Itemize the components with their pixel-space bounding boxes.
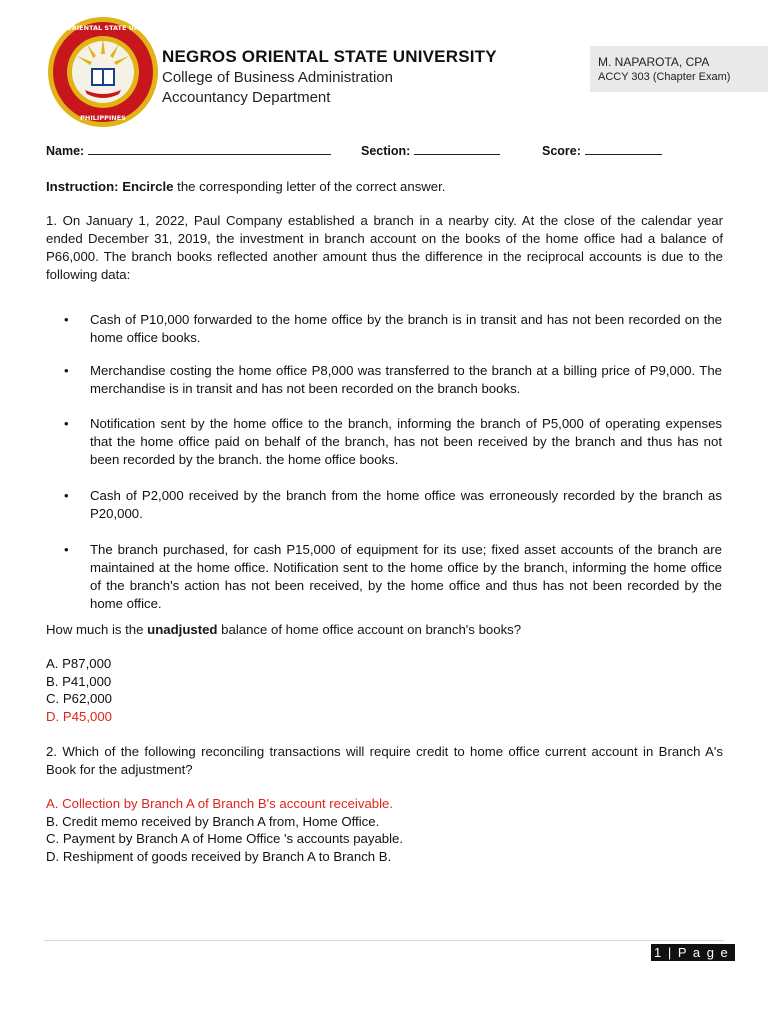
bullet-icon: • [64, 416, 69, 431]
list-item-text: Cash of P2,000 received by the branch from the home office was erroneously recorded by the branch as P20,000. [90, 488, 722, 521]
question-2-text: 2. Which of the following reconciling transactions will require credit to home office current account in Branch A's Book for the adjustment? [46, 744, 723, 777]
question-1-options [46, 655, 723, 725]
university-name: NEGROS ORIENTAL STATE UNIVERSITY [162, 47, 497, 66]
university-seal-logo [33, 16, 173, 128]
answer-option-c[interactable]: C. P62,000 [46, 691, 112, 706]
question-1-text: 1. On January 1, 2022, Paul Company established a branch in a nearby city. At the close of the calendar year ended December 31, 2019, the investment in branch account on the books of the home office had a balance of P66,000. The branch books reflected another amount thus the difference in the reciprocal accounts is due to the following data: [46, 213, 723, 282]
instructor-box [590, 46, 768, 92]
instruction [46, 178, 723, 196]
svg-text:PHILIPPINES: PHILIPPINES [80, 114, 126, 122]
footer-divider [44, 940, 724, 941]
score-blank[interactable] [585, 143, 662, 155]
instruction-text: the corresponding letter of the correct answer. [173, 179, 446, 194]
name-label: Name: [46, 144, 85, 158]
university-header [162, 46, 497, 108]
list-item-text: Merchandise costing the home office P8,000 was transferred to the branch at a billing price of P9,000. The merchandise is in transit and has not been recorded on the branch books. [90, 363, 722, 396]
question-1-prompt [46, 621, 723, 639]
bullet-icon: • [64, 312, 69, 327]
score-label: Score: [542, 144, 581, 158]
answer-option-d[interactable]: D. P45,000 [46, 708, 112, 724]
list-item-text: Cash of P10,000 forwarded to the home office by the branch is in transit and has not been recorded on the home office books. [90, 312, 722, 345]
answer-option-d[interactable]: D. Reshipment of goods received by Branch A to Branch B. [46, 848, 392, 864]
score-field[interactable] [542, 143, 662, 158]
svg-text:NEGROS ORIENTAL STATE UNIVERSI: NEGROS ORIENTAL STATE UNIVERSITY [33, 24, 173, 32]
section-field[interactable] [361, 143, 500, 158]
answer-option-a[interactable]: A. P87,000 [46, 656, 112, 671]
list-item-text: The branch purchased, for cash P15,000 of equipment for its use; fixed asset accounts of the branch are maintained at the home office. Notification sent to the home office by the branch, informing the home office of the branch's action has not been received, by the home office and thus has not been recorded by the home office. [90, 542, 722, 611]
section-blank[interactable] [414, 143, 500, 155]
question-2-options [46, 795, 723, 865]
course-code: ACCY 303 (Chapter Exam) [598, 71, 731, 83]
answer-option-a[interactable]: A. Collection by Branch A of Branch B's account receivable. [46, 796, 394, 811]
prompt-text: balance of home office account on branch's books? [217, 622, 522, 637]
answer-option-c[interactable]: C. Payment by Branch A of Home Office 's accounts payable. [46, 831, 404, 846]
page-number: 1 | P a g e [651, 944, 735, 961]
instruction-label: Instruction: Encircle [46, 179, 174, 194]
list-item-text: Notification sent by the home office to the branch, informing the branch of P5,000 of operating expenses that the home office paid on behalf of the branch, has not been received by the branch and thus has not been recorded by the branch. the home office books. [90, 416, 722, 467]
bullet-icon: • [64, 363, 69, 378]
name-blank[interactable] [88, 143, 331, 155]
bullet-icon: • [64, 488, 69, 503]
section-label: Section: [361, 144, 411, 158]
instructor-name: M. NAPAROTA, CPA [598, 55, 710, 69]
department-name: Accountancy Department [162, 89, 331, 106]
bullet-icon: • [64, 542, 69, 557]
college-name: College of Business Administration [162, 69, 393, 86]
answer-option-b[interactable]: B. Credit memo received by Branch A from, Home Office. [46, 813, 380, 829]
answer-option-b[interactable]: B. P41,000 [46, 673, 112, 689]
prompt-text: How much is the [46, 622, 148, 637]
prompt-emphasis: unadjusted [147, 622, 218, 637]
name-field[interactable] [46, 143, 331, 158]
